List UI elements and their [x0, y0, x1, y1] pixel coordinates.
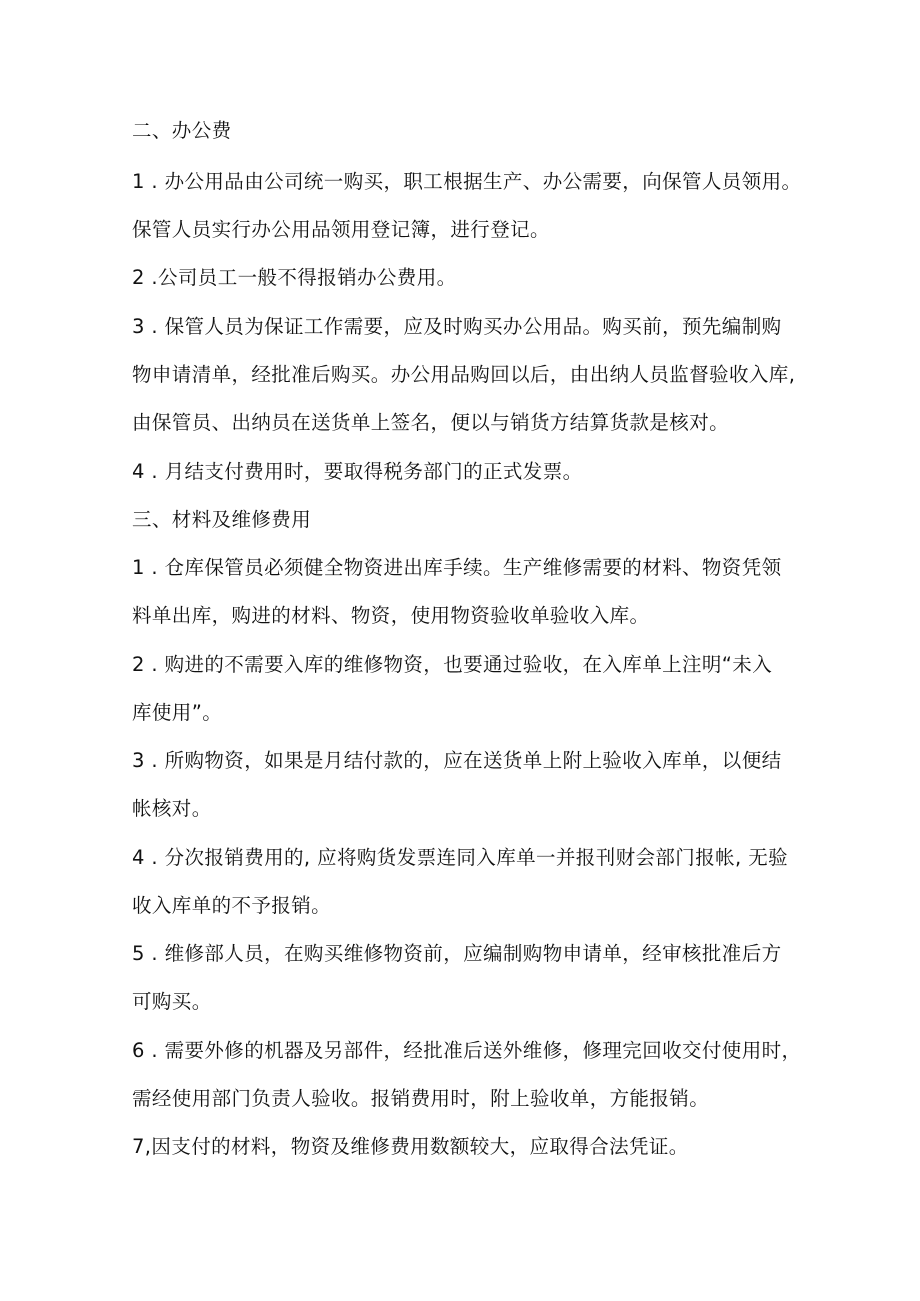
materials-item-6-line-1: 6 . 需要外修的机器及另部件，经批准后送外维修，修理完回收交付使用时，	[132, 1039, 802, 1062]
materials-item-5-line-1: 5 . 维修部人员，在购买维修物资前，应编制购物申请单，经审核批准后方	[132, 942, 782, 965]
materials-item-3-line-2: 帐核对。	[132, 797, 212, 820]
materials-item-7-line-1: 7,因支付的材料，物资及维修费用数额较大，应取得合法凭证。	[132, 1135, 689, 1158]
materials-item-6-line-2: 需经使用部门负责人验收。报销费用时，附上验收单，方能报销。	[132, 1087, 710, 1110]
office-item-1-line-2: 保管人员实行办公用品领用登记簿，进行登记。	[132, 218, 550, 241]
materials-item-4-line-2: 收入库单的不予报销。	[132, 894, 332, 917]
materials-item-1-line-1: 1 . 仓库保管员必须健全物资进出库手续。生产维修需要的材料、物资凭领	[132, 556, 782, 579]
section-heading-materials: 三、材料及维修费用	[132, 508, 312, 531]
office-item-3-line-2: 物申请清单，经批准后购买。办公用品购回以后，由出纳人员监督验收入库,	[132, 363, 796, 386]
office-item-4-line-1: 4 . 月结支付费用时，要取得税务部门的正式发票。	[132, 460, 583, 483]
office-item-3-line-3: 由保管员、出纳员在送货单上签名，便以与销货方结算货款是核对。	[132, 411, 730, 434]
office-item-2-line-1: 2 .公司员工一般不得报销办公费用。	[132, 266, 457, 289]
materials-item-5-line-2: 可购买。	[132, 990, 212, 1013]
office-item-3-line-1: 3 . 保管人员为保证工作需要，应及时购买办公用品。购买前，预先编制购	[132, 315, 782, 338]
materials-item-4-line-1: 4 . 分次报销费用的, 应将购货发票连同入库单一并报刊财会部门报帐, 无验	[132, 846, 788, 869]
materials-item-1-line-2: 料单出库，购进的材料、物资，使用物资验收单验收入库。	[132, 604, 650, 627]
office-item-1-line-1: 1 . 办公用品由公司统一购买，职工根据生产、办公需要，向保管人员领用。	[132, 170, 802, 193]
section-heading-office: 二、办公费	[132, 119, 232, 142]
materials-item-3-line-1: 3 . 所购物资，如果是月结付款的，应在送货单上附上验收入库单，以便结	[132, 749, 782, 772]
materials-item-2-line-2: 库使用”。	[132, 701, 223, 724]
materials-item-2-line-1: 2 . 购进的不需要入库的维修物资，也要通过验收，在入库单上注明“未入	[132, 653, 773, 676]
